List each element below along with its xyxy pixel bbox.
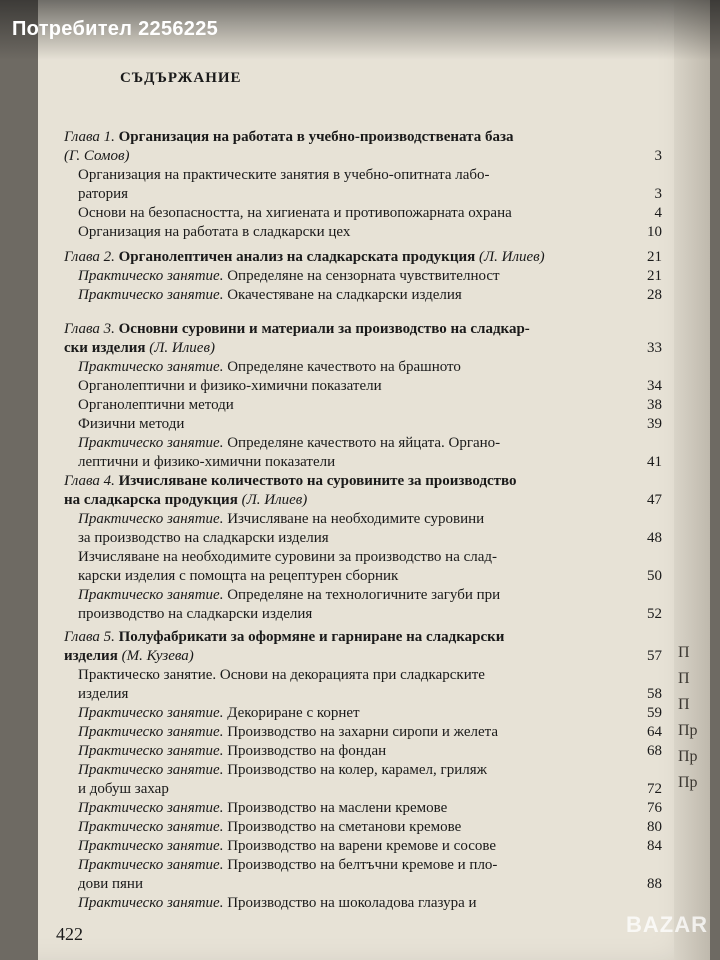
chapter-title: изделия bbox=[64, 648, 118, 664]
entry-text: Производство на захарни сиропи и желета bbox=[223, 724, 499, 740]
chapter-block bbox=[64, 248, 662, 305]
practical-label: Практическо занятие. bbox=[78, 705, 224, 721]
practical-label: Практическо занятие. bbox=[78, 435, 224, 451]
entry-text: Физични методи bbox=[78, 416, 185, 432]
toc-line bbox=[64, 666, 662, 685]
toc-line bbox=[64, 358, 662, 377]
edge-letters bbox=[678, 640, 706, 796]
toc-text bbox=[78, 837, 496, 856]
chapter-block bbox=[64, 472, 662, 624]
page-ref: 59 bbox=[647, 705, 662, 721]
toc-text bbox=[78, 453, 335, 472]
edge-letter: Пр bbox=[678, 774, 698, 791]
practical-label: Практическо занятие. bbox=[78, 587, 224, 603]
entry-text: Практическо занятие. Основи на декорацията при сладкарските bbox=[78, 667, 485, 683]
toc-text bbox=[78, 799, 447, 818]
page-title: СЪДЪРЖАНИЕ bbox=[120, 70, 242, 86]
chapter-label: Глава 1. bbox=[64, 129, 115, 145]
entry-text: Организация на практическите занятия в учебно-опитната лабо- bbox=[78, 167, 490, 183]
toc-line bbox=[64, 248, 662, 267]
toc-text bbox=[78, 856, 497, 875]
toc-line bbox=[64, 396, 662, 415]
chapter-label: Глава 2. bbox=[64, 249, 115, 265]
toc-text bbox=[64, 628, 504, 647]
toc-line bbox=[64, 685, 662, 704]
chapter-author: (М. Кузева) bbox=[117, 648, 194, 664]
edge-letter: П bbox=[678, 644, 690, 661]
page-ref: 3 bbox=[654, 186, 662, 202]
toc-line bbox=[64, 267, 662, 286]
edge-letter: Пр bbox=[678, 722, 698, 739]
page-ref: 39 bbox=[647, 416, 662, 432]
entry-text: Декориране с корнет bbox=[223, 705, 360, 721]
toc-line bbox=[64, 761, 662, 780]
entry-text: Определяне качеството на брашното bbox=[223, 359, 461, 375]
toc-text bbox=[78, 377, 382, 396]
toc-line bbox=[64, 780, 662, 799]
toc-text bbox=[78, 666, 485, 685]
entry-text: карски изделия с помощта на рецептурен сборник bbox=[78, 568, 399, 584]
toc-text bbox=[78, 605, 312, 624]
page-ref: 58 bbox=[647, 686, 662, 702]
chapter-title: Органолептичен анализ на сладкарската продукция bbox=[114, 249, 476, 265]
entry-text: ратория bbox=[78, 186, 129, 202]
toc-line bbox=[64, 453, 662, 472]
edge-letter: Пр bbox=[678, 748, 698, 765]
toc-text bbox=[78, 223, 350, 242]
practical-label: Практическо занятие. bbox=[78, 800, 224, 816]
chapter-title: Организация на работата в учебно-производствената база bbox=[114, 129, 514, 145]
practical-label: Практическо занятие. bbox=[78, 743, 224, 759]
toc-text bbox=[78, 548, 497, 567]
page-ref: 50 bbox=[647, 568, 662, 584]
page-ref: 64 bbox=[647, 724, 662, 740]
chapter-label: Глава 4. bbox=[64, 473, 115, 489]
entry-text: Органолептични и физико-химични показатели bbox=[78, 378, 382, 394]
entry-text: Производство на шоколадова глазура и bbox=[223, 895, 477, 911]
entry-text: производство на сладкарски изделия bbox=[78, 606, 313, 622]
page-ref: 10 bbox=[647, 224, 662, 240]
toc-line bbox=[64, 837, 662, 856]
chapter-block bbox=[64, 628, 662, 913]
toc-line bbox=[64, 128, 662, 147]
toc-line bbox=[64, 472, 662, 491]
entry-text: Определяне на технологичните загуби при bbox=[223, 587, 501, 603]
toc-text bbox=[78, 267, 500, 286]
practical-label: Практическо занятие. bbox=[78, 287, 224, 303]
page-ref: 76 bbox=[647, 800, 662, 816]
edge-letter: П bbox=[678, 696, 690, 713]
toc-text bbox=[78, 818, 461, 837]
chapter-title: Основни суровини и материали за производство на сладкар- bbox=[114, 321, 530, 337]
watermark-bar bbox=[0, 0, 720, 60]
chapter-title: Изчисляване количеството на суровините за производство bbox=[114, 473, 517, 489]
entry-text: Изчисляване на необходимите суровини bbox=[223, 511, 485, 527]
bazar-logo: BAZAR bbox=[626, 912, 708, 937]
toc-line bbox=[64, 185, 662, 204]
entry-text: Производство на сметанови кремове bbox=[223, 819, 462, 835]
entry-text: Производство на варени кремове и сосове bbox=[223, 838, 497, 854]
page-ref: 34 bbox=[647, 378, 662, 394]
toc-text bbox=[78, 742, 386, 761]
toc-text bbox=[78, 204, 512, 223]
toc-line bbox=[64, 704, 662, 723]
page-ref: 38 bbox=[647, 397, 662, 413]
entry-text: Определяне качеството на яйцата. Органо- bbox=[223, 435, 501, 451]
toc-line bbox=[64, 567, 662, 586]
chapter-author: (Л. Илиев) bbox=[475, 249, 545, 265]
entry-text: Производство на фондан bbox=[223, 743, 387, 759]
toc-text bbox=[78, 586, 500, 605]
toc-text bbox=[78, 415, 184, 434]
toc-text bbox=[78, 510, 484, 529]
toc-line bbox=[64, 339, 662, 358]
toc-line bbox=[64, 377, 662, 396]
page-ref: 72 bbox=[647, 781, 662, 797]
edge-letter: П bbox=[678, 670, 690, 687]
entry-text: за производство на сладкарски изделия bbox=[78, 530, 329, 546]
chapter-label: Глава 3. bbox=[64, 321, 115, 337]
toc-text bbox=[78, 434, 500, 453]
toc-text bbox=[64, 147, 130, 166]
page-ref: 88 bbox=[647, 876, 662, 892]
practical-label: Практическо занятие. bbox=[78, 762, 224, 778]
practical-label: Практическо занятие. bbox=[78, 895, 224, 911]
toc-text bbox=[78, 567, 398, 586]
toc-text bbox=[78, 529, 329, 548]
toc-line bbox=[64, 586, 662, 605]
chapter-title: ски изделия bbox=[64, 340, 146, 356]
entry-text: Производство на колер, карамел, гриляж bbox=[223, 762, 487, 778]
page-ref: 41 bbox=[647, 454, 662, 470]
toc-line bbox=[64, 723, 662, 742]
entry-text: Основи на безопасността, на хигиената и противопожарната охрана bbox=[78, 205, 512, 221]
page-ref: 21 bbox=[647, 268, 662, 284]
entry-text: Органолептични методи bbox=[78, 397, 234, 413]
toc-line bbox=[64, 204, 662, 223]
toc-text bbox=[78, 704, 360, 723]
toc-text bbox=[78, 286, 462, 305]
toc-text bbox=[78, 358, 461, 377]
chapter-author: (Л. Илиев) bbox=[237, 492, 308, 508]
page-ref: 57 bbox=[647, 648, 662, 664]
entry-text: и добуш захар bbox=[78, 781, 169, 797]
page-ref: 33 bbox=[647, 340, 662, 356]
chapter-author: (Г. Сомов) bbox=[64, 148, 130, 164]
entry-text: изделия bbox=[78, 686, 129, 702]
chapter-title: на сладкарска продукция bbox=[64, 492, 238, 508]
chapter-author: (Л. Илиев) bbox=[145, 340, 215, 356]
page-ref: 28 bbox=[647, 287, 662, 303]
page-ref: 47 bbox=[647, 492, 662, 508]
toc-text bbox=[78, 875, 143, 894]
toc-text bbox=[78, 761, 487, 780]
chapter-title: Полуфабрикати за оформяне и гарниране на сладкарски bbox=[114, 629, 505, 645]
chapter-block bbox=[64, 320, 662, 472]
toc-line bbox=[64, 223, 662, 242]
toc-line bbox=[64, 320, 662, 339]
toc-line bbox=[64, 605, 662, 624]
toc-text bbox=[64, 128, 514, 147]
toc-line bbox=[64, 856, 662, 875]
next-page-edge bbox=[674, 0, 710, 960]
practical-label: Практическо занятие. bbox=[78, 511, 224, 527]
toc-line bbox=[64, 510, 662, 529]
page-number: 422 bbox=[56, 924, 83, 944]
toc-line bbox=[64, 548, 662, 567]
toc-line bbox=[64, 628, 662, 647]
page-ref: 80 bbox=[647, 819, 662, 835]
toc-line bbox=[64, 434, 662, 453]
toc-text bbox=[78, 894, 477, 913]
page-ref: 68 bbox=[647, 743, 662, 759]
toc-text bbox=[78, 780, 169, 799]
toc-text bbox=[78, 723, 498, 742]
toc-text bbox=[78, 685, 128, 704]
toc-line bbox=[64, 875, 662, 894]
toc-text bbox=[64, 339, 215, 358]
page-ref: 48 bbox=[647, 530, 662, 546]
chapter-label: Глава 5. bbox=[64, 629, 115, 645]
page-ref: 4 bbox=[654, 205, 662, 221]
page-ref: 3 bbox=[654, 148, 662, 164]
page-ref: 21 bbox=[647, 249, 662, 265]
practical-label: Практическо занятие. bbox=[78, 359, 224, 375]
toc-text bbox=[64, 248, 545, 267]
toc-text bbox=[64, 472, 517, 491]
practical-label: Практическо занятие. bbox=[78, 857, 224, 873]
entry-text: Организация на работата в сладкарски цех bbox=[78, 224, 351, 240]
toc-text bbox=[64, 320, 530, 339]
chapter-block bbox=[64, 128, 662, 242]
entry-text: Производство на белтъчни кремове и пло- bbox=[223, 857, 498, 873]
practical-label: Практическо занятие. bbox=[78, 838, 224, 854]
toc-text bbox=[78, 185, 128, 204]
toc-line bbox=[64, 818, 662, 837]
toc-line bbox=[64, 166, 662, 185]
entry-text: Определяне на сензорната чувствителност bbox=[223, 268, 500, 284]
toc-text bbox=[78, 396, 234, 415]
toc-line bbox=[64, 894, 662, 913]
toc-line bbox=[64, 147, 662, 166]
practical-label: Практическо занятие. bbox=[78, 724, 224, 740]
toc-line bbox=[64, 415, 662, 434]
toc-line bbox=[64, 286, 662, 305]
toc-text bbox=[78, 166, 490, 185]
toc-text bbox=[64, 647, 194, 666]
entry-text: Производство на маслени кремове bbox=[223, 800, 448, 816]
entry-text: Окачестяване на сладкарски изделия bbox=[223, 287, 462, 303]
toc-line bbox=[64, 529, 662, 548]
practical-label: Практическо занятие. bbox=[78, 268, 224, 284]
entry-text: Изчисляване на необходимите суровини за производство на слад- bbox=[78, 549, 498, 565]
toc-line bbox=[64, 491, 662, 510]
toc-line bbox=[64, 799, 662, 818]
entry-text: дови пяни bbox=[78, 876, 143, 892]
toc-line bbox=[64, 742, 662, 761]
page-ref: 52 bbox=[647, 606, 662, 622]
toc-text bbox=[64, 491, 307, 510]
user-watermark: Потребител 2256225 bbox=[12, 18, 219, 40]
entry-text: лептични и физико-химични показатели bbox=[78, 454, 336, 470]
page-ref: 84 bbox=[647, 838, 662, 854]
toc-line bbox=[64, 647, 662, 666]
practical-label: Практическо занятие. bbox=[78, 819, 224, 835]
